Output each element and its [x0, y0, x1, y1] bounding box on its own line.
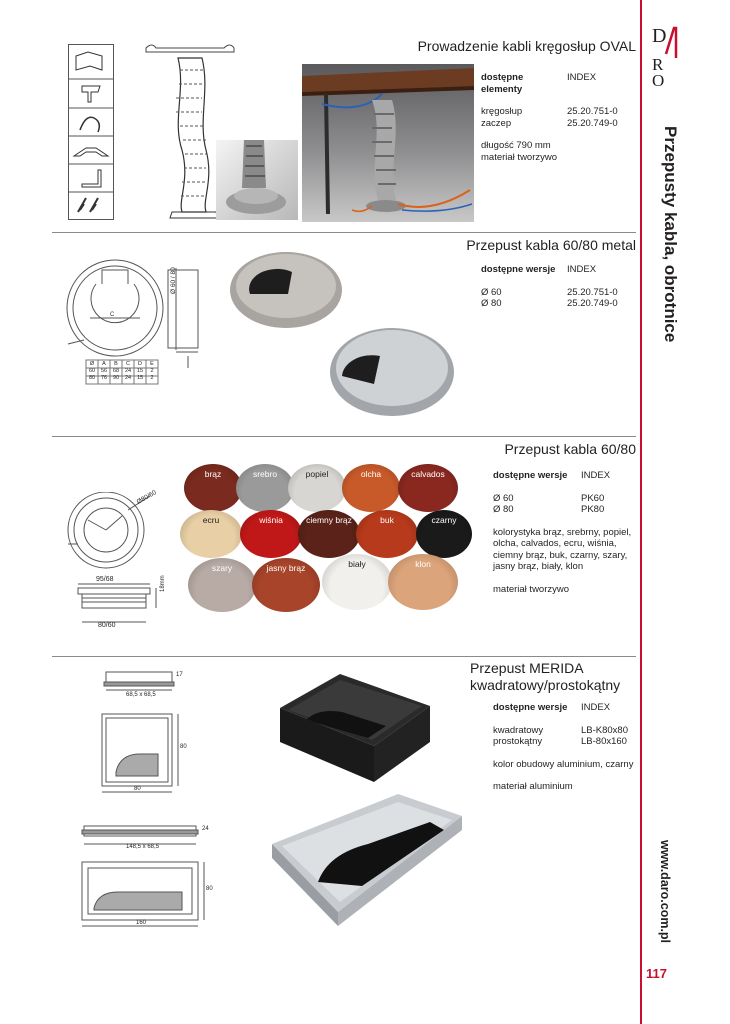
merida-square-drawing: [96, 668, 196, 798]
section1-note: długość 790 mm: [481, 140, 551, 151]
section4-title-line1: Przepust MERIDA: [470, 660, 584, 676]
section2-item-index: 25.20.751-0: [567, 286, 618, 298]
dim-sq-top: 68,5 x 68,5: [126, 692, 156, 698]
diameter-label: Ø80/60: [135, 489, 158, 506]
category-vertical-title: Przepusty kabla, obrotnice: [661, 126, 680, 343]
dim-rect-top: 148,5 x 68,5: [126, 844, 160, 850]
color-swatch: [184, 464, 242, 512]
section1-info: [481, 72, 631, 163]
section3-title: Przepust kabla 60/80: [504, 441, 636, 457]
spec-table: Ø A B C D E 60 56 68 24 15 2 80 76 90 24 15 2: [88, 361, 154, 381]
color-swatch: [298, 510, 360, 558]
swatch-label: srebro: [252, 469, 278, 479]
section3-header-label: dostępne wersje: [493, 470, 568, 481]
color-swatch: [342, 464, 400, 512]
dimension-label: Ø 60 / 80: [170, 267, 177, 294]
section3-item-name: Ø 60: [493, 492, 514, 504]
section4-item-name: kwadratowy: [493, 724, 544, 736]
color-swatch: [288, 464, 346, 512]
grommet-metal-photo-large: [328, 322, 456, 418]
top-dimension: 95/68: [96, 576, 114, 583]
side-red-line: [640, 0, 642, 1024]
section3-material: materiał tworzywo: [493, 583, 570, 595]
bottom-dimension: 80/60: [98, 622, 116, 629]
swatch-label: ecru: [202, 515, 220, 525]
section1-item-index: 25.20.751-0: [567, 106, 618, 117]
color-swatch: [180, 510, 242, 558]
spine-desk-photo: [302, 64, 474, 222]
section3-header-index: INDEX: [581, 470, 611, 481]
section2-item-name: Ø 60: [481, 286, 502, 298]
section2-info: [481, 264, 631, 310]
dim-sq-h: 80: [180, 744, 187, 750]
dim-h2: 24: [202, 826, 209, 832]
color-swatch: [188, 558, 256, 612]
section-divider: [52, 436, 636, 437]
color-swatch: [252, 558, 320, 612]
section4-color-note: kolor obudowy aluminium, czarny: [493, 758, 634, 770]
section4-title-line2: kwadratowy/prostokątny: [470, 677, 621, 693]
swatch-label: czarny: [431, 515, 457, 525]
grommet-metal-drawing: [58, 256, 218, 388]
swatch-label: calvados: [411, 469, 445, 479]
section1-item-name: kręgosłup: [481, 106, 523, 117]
section3-info: [493, 470, 635, 595]
section3-item-index: PK80: [581, 504, 605, 515]
brand-logo: [652, 24, 682, 88]
svg-text:R: R: [652, 55, 664, 74]
section4-info: [493, 702, 635, 793]
color-swatch: [236, 464, 294, 512]
swatch-label: szary: [211, 563, 233, 573]
section4-item-index: LB-80x160: [581, 736, 627, 747]
color-swatch: [416, 510, 472, 558]
spine-base-photo: [216, 140, 298, 220]
color-swatch: [388, 554, 458, 610]
section3-colors: kolorystyka brąz, srebrny, popiel, olcha, calvados, ecru, wiśnia, ciemny brąz, buk, czarny, szary, jasny brąz, biały, klon: [493, 526, 632, 572]
svg-text:C: C: [110, 312, 115, 318]
section1-header-index: INDEX: [567, 72, 597, 83]
section4-item-index: LB-K80x80: [581, 724, 629, 736]
section-divider: [52, 232, 636, 233]
swatch-label: olcha: [360, 469, 382, 479]
section4-material: materiał aluminium: [493, 781, 573, 792]
color-swatch: [398, 464, 458, 512]
color-swatch: [240, 510, 302, 558]
section4-header-label: dostępne wersje: [493, 702, 568, 713]
dim-rect-h: 80: [206, 886, 213, 892]
grommet-metal-photo-small: [228, 246, 346, 330]
section4-item-name: prostokątny: [493, 736, 543, 747]
merida-rect-drawing: [78, 822, 218, 932]
color-swatch: [322, 554, 392, 610]
dim-rect-w: 160: [136, 920, 147, 926]
section2-header-index: INDEX: [567, 264, 597, 275]
section1-note: materiał tworzywo: [481, 151, 558, 163]
section2-title: Przepust kabla 60/80 metal: [466, 237, 636, 253]
dim-h1: 17: [176, 672, 183, 678]
section1-header-label: dostępne elementy: [481, 72, 524, 95]
swatch-label: jasny brąz: [266, 563, 306, 573]
section2-item-name: Ø 80: [481, 298, 502, 309]
swatch-label: brąz: [204, 469, 222, 479]
section4-title: [470, 660, 636, 694]
swatch-label: popiel: [305, 469, 329, 479]
color-swatch: [356, 510, 418, 558]
swatch-label: klon: [415, 559, 431, 569]
dim-sq-w: 80: [134, 786, 141, 792]
svg-text:O: O: [652, 71, 665, 88]
section3-item-name: Ø 80: [493, 504, 514, 515]
section-divider: [52, 656, 636, 657]
grommet-plastic-drawing: [58, 489, 178, 632]
swatch-label: ciemny brąz: [306, 515, 352, 525]
swatch-label: biały: [348, 559, 366, 569]
section1-title: Prowadzenie kabli kręgosłup OVAL: [417, 38, 636, 54]
merida-silver-photo: [268, 792, 464, 928]
swatch-label: wiśnia: [259, 515, 283, 525]
merida-black-photo: [278, 672, 432, 784]
section1-item-name: zaczep: [481, 117, 512, 129]
section1-parts-drawing: [68, 44, 114, 220]
svg-text:D: D: [652, 25, 667, 47]
page-number: 117: [646, 966, 667, 981]
section2-header-label: dostępne wersje: [481, 264, 556, 275]
section4-header-index: INDEX: [581, 702, 611, 713]
section1-item-index: 25.20.749-0: [567, 117, 618, 129]
section3-item-index: PK60: [581, 492, 605, 504]
color-swatch-grid: [180, 462, 470, 622]
section2-item-index: 25.20.749-0: [567, 298, 618, 309]
website-vertical[interactable]: www.daro.com.pl: [658, 840, 672, 944]
height-dimension: 18mm: [160, 575, 166, 592]
swatch-label: buk: [380, 515, 394, 525]
